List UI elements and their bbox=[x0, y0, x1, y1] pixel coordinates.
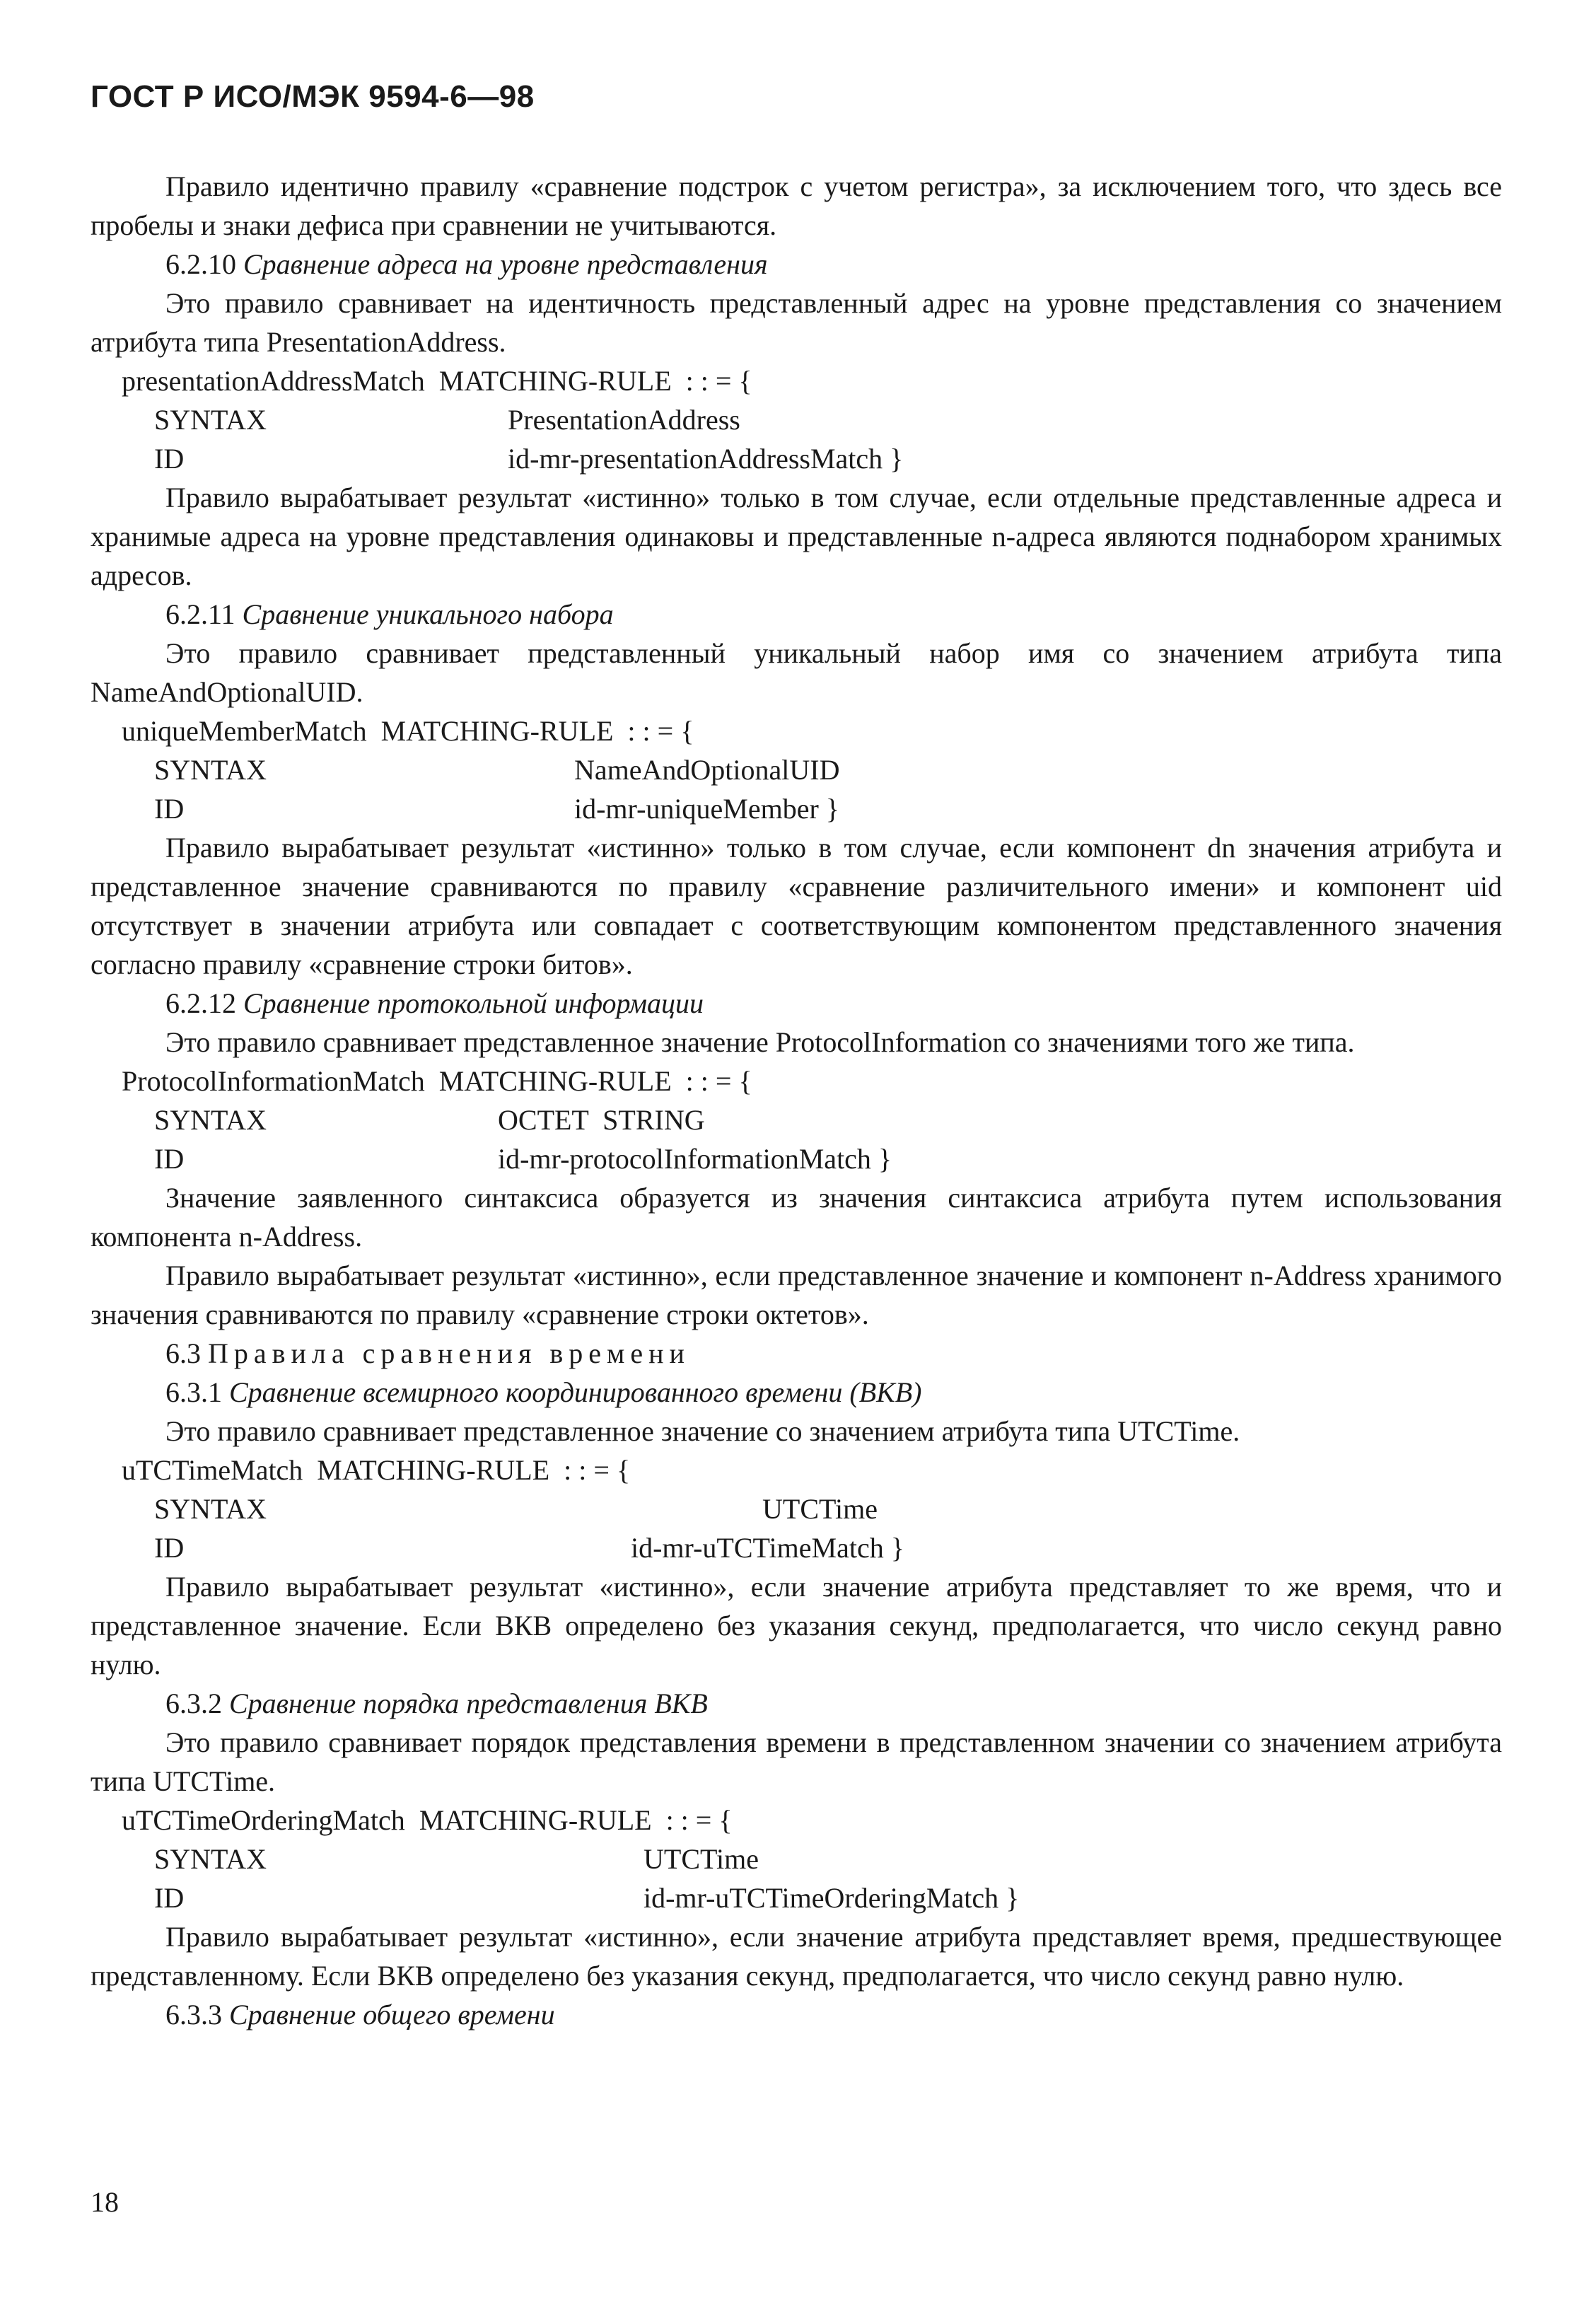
paragraph: Правило идентично правилу «сравнение подстрок с учетом регистра», за исключением того, что здесь все пробелы и знаки дефиса при сравнении не учитываются. bbox=[91, 170, 1502, 241]
code-syntax-row bbox=[91, 1489, 1502, 1528]
code-id-row bbox=[91, 1528, 1502, 1567]
section-heading-6-3 bbox=[91, 1334, 1502, 1373]
section-number: 6.3.3 bbox=[165, 1999, 222, 2030]
page-number: 18 bbox=[91, 2186, 119, 2218]
section-heading-6-3-3 bbox=[91, 1995, 1502, 2034]
code-key: ID bbox=[154, 443, 185, 475]
code-declaration: uTCTimeMatch MATCHING-RULE : : = { bbox=[122, 1454, 631, 1486]
section-heading-6-3-1 bbox=[91, 1373, 1502, 1412]
paragraph: Это правило сравнивает представленное значение ProtocolInformation со значениями того же типа. bbox=[165, 1026, 1355, 1058]
paragraph: Это правило сравнивает порядок представления времени в представленном значении со значением атрибута типа UTCTime. bbox=[91, 1726, 1502, 1797]
section-title: Сравнение общего времени bbox=[229, 1999, 555, 2030]
code-key: SYNTAX bbox=[154, 1843, 267, 1875]
paragraph: Это правило сравнивает на идентичность представленный адрес на уровне представления со значением атрибута типа PresentationAddress. bbox=[91, 287, 1502, 358]
section-heading-6-3-2 bbox=[91, 1684, 1502, 1723]
section-title: Сравнение протокольной информации bbox=[243, 987, 704, 1019]
code-key: ID bbox=[154, 1143, 185, 1175]
code-value: id-mr-uniqueMember } bbox=[574, 793, 839, 825]
code-syntax-row bbox=[91, 750, 1502, 789]
paragraph: Правило вырабатывает результат «истинно» только в том случае, если отдельные представленные адреса и хранимые адреса на уровне представления одинаковы и представленные n-адреса являются поднабором хранимых адресов. bbox=[91, 482, 1502, 591]
section-heading-6-2-10 bbox=[91, 245, 1502, 284]
paragraph: Это правило сравнивает представленный уникальный набор имя со значением атрибута типа NameAndOptionalUID. bbox=[91, 637, 1502, 708]
code-key: SYNTAX bbox=[154, 1104, 267, 1136]
code-id-row bbox=[91, 1878, 1502, 1917]
code-value: PresentationAddress bbox=[508, 404, 740, 436]
paragraph: Правило вырабатывает результат «истинно», если представленное значение и компонент n-Address хранимого значения сравниваются по правилу «сравнение строки октетов». bbox=[91, 1260, 1502, 1330]
code-value: id-mr-uTCTimeOrderingMatch } bbox=[644, 1882, 1020, 1914]
code-declaration: uniqueMemberMatch MATCHING-RULE : : = { bbox=[122, 715, 694, 747]
section-number: 6.3.1 bbox=[165, 1376, 222, 1408]
section-number: 6.2.12 bbox=[165, 987, 236, 1019]
code-value: UTCTime bbox=[762, 1493, 878, 1525]
section-number: 6.2.10 bbox=[165, 248, 236, 280]
code-id-row bbox=[91, 1139, 1502, 1178]
code-value: NameAndOptionalUID bbox=[574, 754, 840, 786]
section-title: Правила сравнения времени bbox=[208, 1337, 690, 1369]
document-body bbox=[91, 167, 1502, 2034]
code-key: SYNTAX bbox=[154, 754, 267, 786]
code-value: id-mr-presentationAddressMatch } bbox=[508, 443, 904, 475]
section-title: Сравнение уникального набора bbox=[242, 598, 614, 630]
code-key: ID bbox=[154, 1882, 185, 1914]
paragraph: Правило вырабатывает результат «истинно» только в том случае, если компонент dn значения атрибута и представленное значение сравниваются по правилу «сравнение различительного имени» и компонент uid отсутствует в значении атрибута или совпадает с соответствующим компонентом представленного значения согласно правилу «сравнение строки битов». bbox=[91, 832, 1502, 980]
section-title: Сравнение порядка представления ВКВ bbox=[229, 1687, 708, 1719]
code-key: SYNTAX bbox=[154, 1493, 267, 1525]
section-number: 6.3.2 bbox=[165, 1687, 222, 1719]
code-syntax-row bbox=[91, 400, 1502, 439]
section-number: 6.3 bbox=[165, 1337, 201, 1369]
paragraph: Это правило сравнивает представленное значение со значением атрибута типа UTCTime. bbox=[165, 1415, 1240, 1447]
code-value: UTCTime bbox=[644, 1843, 759, 1875]
paragraph: Правило вырабатывает результат «истинно», если значение атрибута представляет то же время, что и представленное значение. Если ВКВ определено без указания секунд, предполагается, что число секунд равно нулю. bbox=[91, 1571, 1502, 1680]
paragraph: Значение заявленного синтаксиса образуется из значения синтаксиса атрибута путем использования компонента n-Address. bbox=[91, 1182, 1502, 1253]
code-id-row bbox=[91, 439, 1502, 478]
code-key: ID bbox=[154, 793, 185, 825]
code-syntax-row bbox=[91, 1100, 1502, 1139]
code-value: id-mr-uTCTimeMatch } bbox=[631, 1532, 904, 1564]
code-declaration: presentationAddressMatch MATCHING-RULE : : = { bbox=[122, 365, 752, 397]
code-syntax-row bbox=[91, 1840, 1502, 1878]
code-value: id-mr-protocolInformationMatch } bbox=[498, 1143, 892, 1175]
section-heading-6-2-11 bbox=[91, 595, 1502, 634]
code-value: OCTET STRING bbox=[498, 1104, 705, 1136]
section-title: Сравнение всемирного координированного времени (ВКВ) bbox=[229, 1376, 922, 1408]
code-key: ID bbox=[154, 1532, 185, 1564]
section-number: 6.2.11 bbox=[165, 598, 235, 630]
section-heading-6-2-12 bbox=[91, 984, 1502, 1023]
code-declaration: uTCTimeOrderingMatch MATCHING-RULE : : = { bbox=[122, 1804, 733, 1836]
document-header: ГОСТ Р ИСО/МЭК 9594-6—98 bbox=[91, 79, 535, 114]
section-title: Сравнение адреса на уровне представления bbox=[243, 248, 768, 280]
code-key: SYNTAX bbox=[154, 404, 267, 436]
code-id-row bbox=[91, 789, 1502, 828]
paragraph: Правило вырабатывает результат «истинно», если значение атрибута представляет время, предшествующее представленному. Если ВКВ определено без указания секунд, предполагается, что число секунд равно нулю. bbox=[91, 1921, 1502, 1992]
code-declaration: ProtocolInformationMatch MATCHING-RULE : : = { bbox=[122, 1065, 752, 1097]
